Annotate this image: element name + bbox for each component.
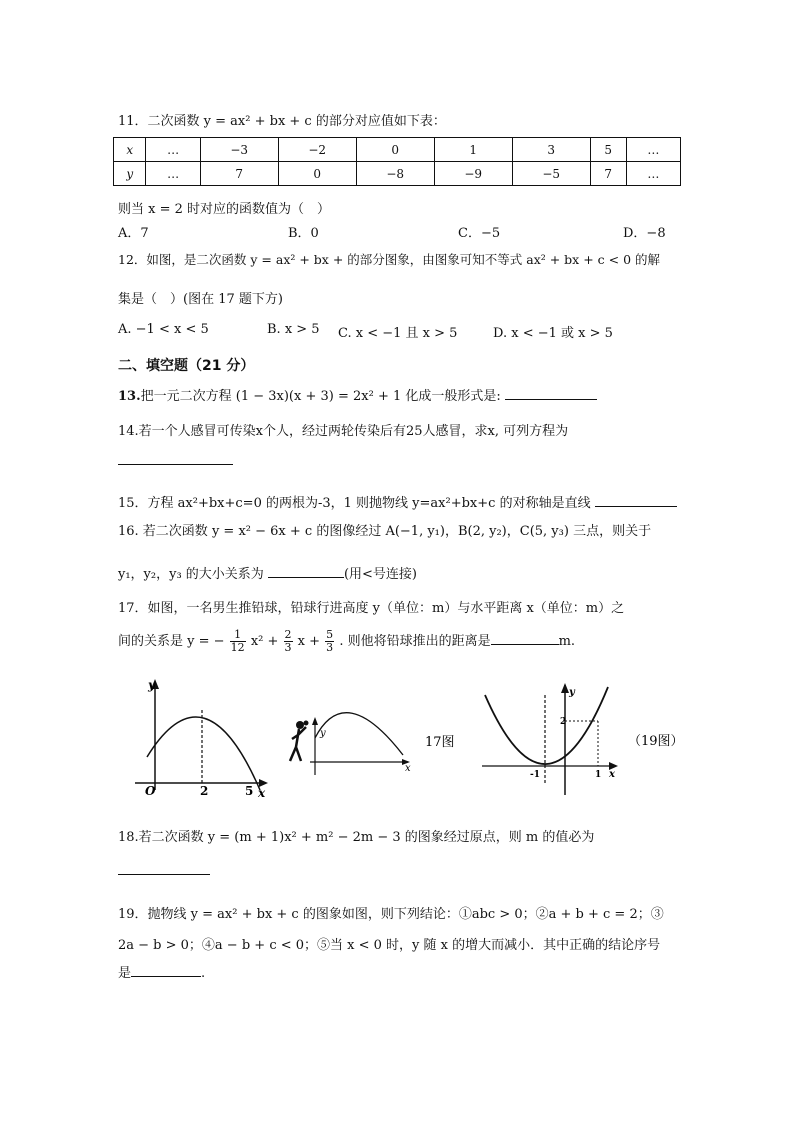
q19-text-b: . (201, 966, 206, 981)
x-axis-label: x (405, 763, 411, 774)
q19-line1: 19．抛物线 y = ax² + bx + c 的图象如图，则下列结论：①abc > 0；②a + b + c = 2；③ (118, 907, 664, 922)
q12-stem-line1: 12．如图，是二次函数 y = ax² + bx + 的部分图象，由图象可知不等式 ax² + bx + c < 0 的解 (118, 252, 660, 267)
q16-text-a: y₁，y₂，y₃ 的大小关系为 (118, 567, 264, 582)
q19-text-a: 是 (118, 966, 132, 981)
q15-answer-blank[interactable] (595, 506, 677, 507)
table-cell: −3 (200, 138, 278, 162)
q16-line1: 16. 若二次函数 y = x² − 6x + c 的图像经过 A(−1, y₁)，B(2, y₂)，C(5, y₃) 三点，则关于 (118, 524, 652, 539)
q12-stem-line2: 集是（ ）(图在 17 题下方) (118, 292, 283, 307)
table-cell: … (626, 138, 680, 162)
denominator: 3 (326, 641, 334, 654)
table-cell: … (146, 162, 200, 186)
table-header-y: y (114, 162, 146, 186)
q17-text-b: . 则他将铅球推出的距离是 (339, 634, 491, 649)
parabola-curve (147, 717, 260, 790)
q13-text: 把一元二次方程 (1 − 3x)(x + 3) = 2x² + 1 化成一般形式是: (140, 389, 501, 404)
q12-option-d: D. x < −1 或 x > 5 (493, 326, 613, 341)
q11-stem: 11．二次函数 y = ax² + bx + c 的部分对应值如下表： (118, 114, 446, 129)
table-cell: … (146, 138, 200, 162)
q14-answer-blank[interactable] (118, 452, 233, 465)
table-cell: 7 (200, 162, 278, 186)
q19-line3 (118, 962, 205, 981)
numerator: 5 (326, 628, 334, 641)
table-row-y (114, 162, 681, 186)
tick-label-minus-1: -1 (530, 770, 540, 780)
q12-option-b: B. x > 5 (267, 322, 320, 337)
x-axis-label: x (258, 786, 266, 800)
y-axis-label: y (148, 678, 155, 692)
y-axis-arrow (312, 717, 318, 725)
parabola-curve (485, 687, 608, 764)
q13-answer-blank[interactable] (505, 399, 597, 400)
q13-number: 13. (118, 389, 141, 404)
q17-mid-1: x² + (250, 634, 279, 649)
fraction-2-3 (284, 629, 293, 654)
q15 (118, 492, 677, 511)
trajectory-curve (315, 713, 403, 755)
figure-q19-graph (482, 683, 684, 795)
values-table (113, 137, 681, 186)
q15-text: 15．方程 ax²+bx+c=0 的两根为-3，1 则抛物线 y=ax²+bx+c 的对称轴是直线 (118, 496, 591, 511)
table-cell: 0 (278, 162, 356, 186)
q11-option-d: D．−8 (623, 226, 666, 241)
figure-q17-graph (290, 713, 455, 775)
q13 (118, 385, 597, 404)
figure-17-caption: 17图 (425, 735, 455, 750)
tick-label-2: 2 (200, 784, 209, 798)
y-axis-label: y (569, 687, 575, 698)
q11-question: 则当 x = 2 时对应的函数值为（ ） (118, 202, 331, 217)
fraction-5-3 (325, 629, 334, 654)
table-cell: 1 (434, 138, 512, 162)
q11-option-a: A．7 (118, 226, 149, 241)
q16-text-b: (用<号连接) (343, 567, 417, 582)
denominator: 3 (284, 641, 292, 654)
table-cell: −8 (356, 162, 434, 186)
q18-answer-blank[interactable] (118, 862, 210, 875)
q17-answer-blank[interactable] (491, 644, 559, 645)
q17-text-a: 间的关系是 y = − (118, 634, 225, 649)
y-axis-arrow (561, 683, 569, 693)
figures-strip (0, 665, 794, 810)
q17-line1: 17．如图，一名男生推铅球，铅球行进高度 y（单位：m）与水平距离 x（单位：m）之 (118, 601, 625, 616)
table-cell: 7 (590, 162, 626, 186)
table-cell: 3 (512, 138, 590, 162)
figure-q12-graph (135, 678, 268, 800)
q11-option-b: B．0 (288, 226, 319, 241)
figure-19-caption: （19图） (628, 734, 684, 749)
table-header-x: x (114, 138, 146, 162)
numerator: 1 (230, 629, 246, 642)
denominator: 12 (230, 641, 245, 654)
q14-text: 14.若一个人感冒可传染x个人，经过两轮传染后有25人感冒，求x, 可列方程为 (118, 424, 569, 439)
q17-unit: m. (558, 634, 576, 649)
tick-label-5: 5 (245, 784, 254, 798)
q12-option-a: A. −1 < x < 5 (118, 322, 209, 337)
table-cell: 0 (356, 138, 434, 162)
table-cell: … (626, 162, 680, 186)
y-axis-label: y (320, 728, 326, 739)
q12-option-c: C. x < −1 且 x > 5 (338, 326, 458, 341)
q17-line2 (118, 626, 575, 658)
section-title: 二、填空题（21 分） (118, 358, 255, 374)
q16-line2 (118, 563, 417, 582)
table-cell: −2 (278, 138, 356, 162)
q16-answer-blank[interactable] (268, 577, 344, 578)
q18-text: 18.若二次函数 y = (m + 1)x² + m² − 2m − 3 的图象经过原点，则 m 的值必为 (118, 830, 595, 845)
q19-line2: 2a − b > 0；④a − b + c < 0；⑤当 x < 0 时，y 随 x 的增大而减小．其中正确的结论序号 (118, 938, 661, 953)
origin-label: O (145, 784, 156, 798)
table-cell: 5 (590, 138, 626, 162)
table-cell: −5 (512, 162, 590, 186)
table-row-x (114, 138, 681, 162)
shot-putter-figure (290, 721, 309, 762)
tick-label-2: 2 (560, 717, 567, 727)
table-cell: −9 (434, 162, 512, 186)
tick-label-1: 1 (595, 770, 602, 780)
q17-mid-2: x + (297, 634, 321, 649)
numerator: 2 (284, 628, 292, 641)
q11-option-c: C．−5 (458, 226, 501, 241)
fraction-1-12 (230, 629, 246, 654)
q19-answer-blank[interactable] (131, 976, 201, 977)
x-axis-label: x (609, 769, 615, 780)
